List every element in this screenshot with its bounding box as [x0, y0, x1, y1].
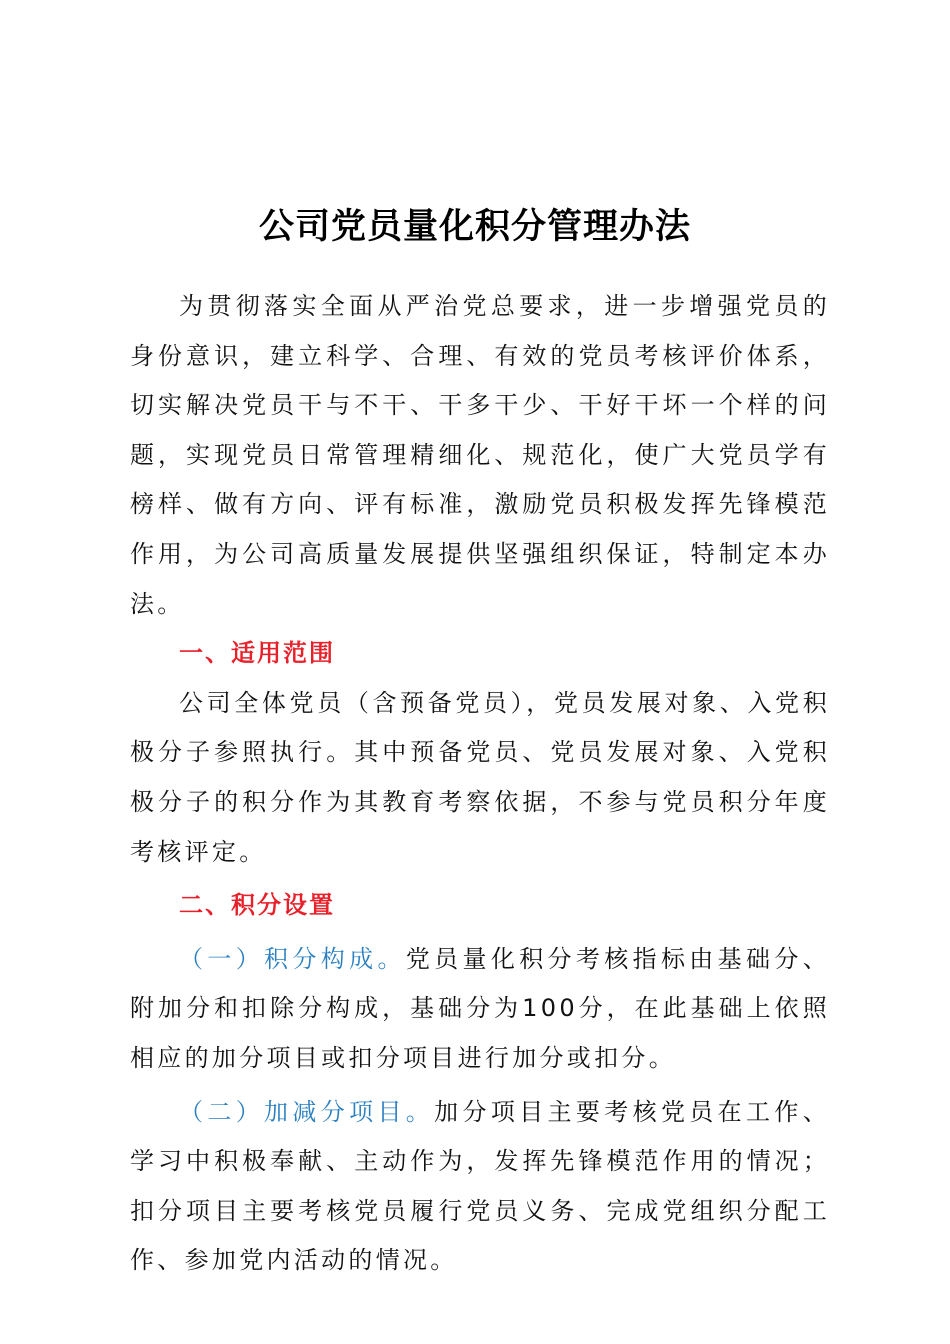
scope-paragraph: 公司全体党员（含预备党员），党员发展对象、入党积极分子参照执行。其中预备党员、党员发展对象、入党积极分子的积分作为其教育考察依据，不参与党员积分年度考核评定。	[130, 688, 830, 866]
section-heading-points: 二、积分设置	[179, 891, 335, 920]
points-composition-label: （一）积分构成。	[179, 944, 406, 973]
points-composition-paragraph	[130, 935, 830, 1084]
intro-paragraph: 为贯彻落实全面从严治党总要求，进一步增强党员的身份意识，建立科学、合理、有效的党员考核评价体系，切实解决党员干与不干、干多干少、干好干坏一个样的问题，实现党员日常管理精细化、规范化，使广大党员学有榜样、做有方向、评有标准，激励党员积极发挥先锋模范作用，为公司高质量发展提供坚强组织保证，特制定本办法。	[130, 292, 830, 618]
document-title: 公司党员量化积分管理办法	[258, 206, 691, 247]
section-heading-scope: 一、适用范围	[179, 639, 335, 668]
points-adjustment-label: （二）加减分项目。	[179, 1097, 435, 1126]
points-adjustment-text: 加分项目主要考核党员在工作、学习中积极奉献、主动作为，发挥先锋模范作用的情况；扣分项目主要考核党员履行党员义务、完成党组织分配工作、参加党内活动的情况。	[130, 1097, 831, 1275]
points-adjustment-paragraph	[130, 1088, 830, 1286]
document-body	[130, 282, 830, 1286]
points-composition-text: 党员量化积分考核指标由基础分、附加分和扣除分构成，基础分为100分，在此基础上依照相应的加分项目或扣分项目进行加分或扣分。	[130, 944, 831, 1072]
